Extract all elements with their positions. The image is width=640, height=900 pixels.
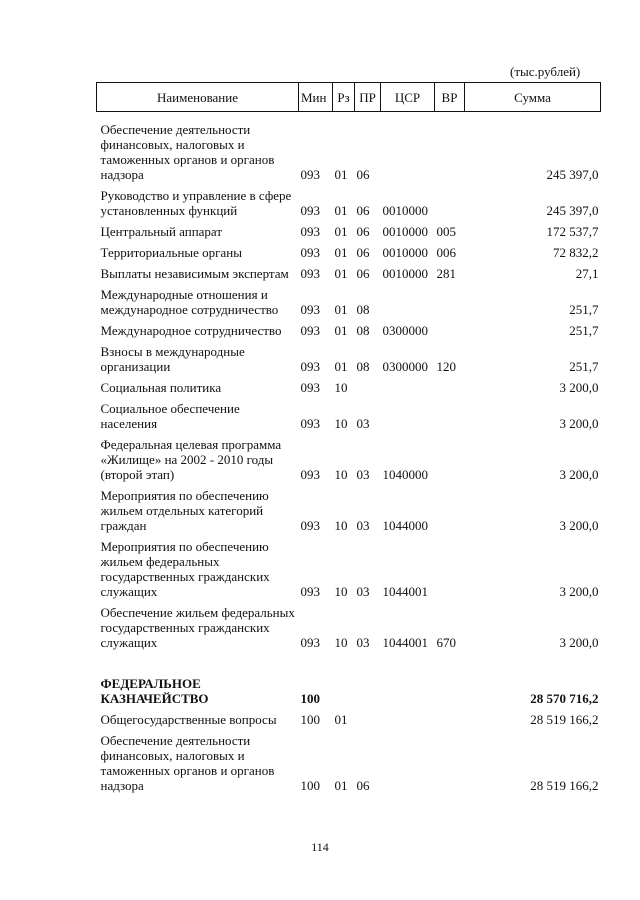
- row-sum: 3 200,0: [559, 467, 599, 482]
- row-rz: 01: [334, 224, 348, 239]
- row-min: 093: [300, 635, 320, 650]
- row-csr: 1044000: [382, 518, 428, 533]
- row-name: Мероприятия по обеспечению жильем отдельных категорий граждан: [100, 488, 269, 533]
- row-rz: 10: [334, 584, 348, 599]
- row-min: 093: [300, 224, 320, 239]
- row-min: 093: [300, 323, 320, 338]
- row-vr: [435, 706, 465, 727]
- table-row: [97, 374, 601, 395]
- row-vr: 120: [436, 359, 456, 374]
- row-vr: [435, 182, 465, 218]
- table-row: [97, 395, 601, 431]
- row-rz: 10: [334, 518, 348, 533]
- row-name: Социальное обеспечение населения: [100, 401, 240, 431]
- row-sum: 72 832,2: [553, 245, 599, 260]
- row-vr: [435, 533, 465, 599]
- row-pr: 03: [356, 467, 370, 482]
- header-csr: ЦСР: [381, 83, 435, 112]
- row-sum: 251,7: [569, 302, 599, 317]
- row-rz: 01: [334, 203, 348, 218]
- table-header-row: [97, 83, 601, 112]
- row-name: Федеральная целевая программа «Жилище» на 2002 - 2010 годы (второй этап): [100, 437, 282, 482]
- row-min: 093: [300, 518, 320, 533]
- header-min: Мин: [299, 83, 333, 112]
- row-pr: 03: [356, 518, 370, 533]
- section-title: ФЕДЕРАЛЬНОЕ КАЗНАЧЕЙСТВО: [100, 676, 209, 706]
- table-row: [97, 706, 601, 727]
- row-rz: 01: [334, 778, 348, 793]
- units-label: (тыс.рублей): [510, 64, 581, 79]
- row-min: 093: [300, 302, 320, 317]
- row-name: Социальная политика: [100, 380, 222, 395]
- row-min: 093: [300, 380, 320, 395]
- row-rz: 01: [334, 712, 348, 727]
- row-csr: 1040000: [382, 467, 428, 482]
- row-sum: 28 519 166,2: [530, 778, 599, 793]
- row-name: Территориальные органы: [100, 245, 242, 260]
- row-name: Международные отношения и международное сотрудничество: [100, 287, 279, 317]
- row-min: 093: [300, 467, 320, 482]
- row-vr: [435, 374, 465, 395]
- row-csr: [381, 374, 435, 395]
- header-pr: ПР: [355, 83, 381, 112]
- row-csr: 0010000: [382, 266, 428, 281]
- row-vr: [435, 281, 465, 317]
- row-sum: 3 200,0: [559, 416, 599, 431]
- row-pr: 06: [356, 266, 370, 281]
- table-row: [97, 599, 601, 650]
- row-vr: [435, 431, 465, 482]
- header-sum: Сумма: [465, 83, 601, 112]
- row-csr: 1044001: [382, 635, 428, 650]
- table-row: [97, 281, 601, 317]
- row-min: 093: [300, 203, 320, 218]
- row-csr: 0010000: [382, 203, 428, 218]
- row-name: Выплаты независимым экспертам: [100, 266, 289, 281]
- row-csr: [381, 281, 435, 317]
- row-csr: [381, 727, 435, 793]
- table-row: [97, 112, 601, 183]
- row-pr: 08: [356, 302, 370, 317]
- row-pr: 06: [356, 224, 370, 239]
- page-number: 114: [311, 840, 329, 854]
- row-rz: 10: [334, 635, 348, 650]
- row-min: 100: [300, 712, 320, 727]
- row-pr: 03: [356, 584, 370, 599]
- row-vr: 006: [436, 245, 456, 260]
- row-csr: [381, 112, 435, 183]
- row-rz: 01: [334, 323, 348, 338]
- row-csr: 0300000: [382, 323, 428, 338]
- section-spacer: [97, 650, 601, 670]
- row-rz: 10: [334, 380, 348, 395]
- row-rz: 01: [334, 359, 348, 374]
- row-csr: 1044001: [382, 584, 428, 599]
- row-sum: 172 537,7: [546, 224, 599, 239]
- row-vr: [435, 670, 465, 706]
- row-name: Обеспечение деятельности финансовых, налоговых и таможенных органов и органов надзора: [100, 122, 275, 182]
- row-csr: 0010000: [382, 245, 428, 260]
- row-csr: 0300000: [382, 359, 428, 374]
- row-name: Центральный аппарат: [100, 224, 223, 239]
- table-row: [97, 239, 601, 260]
- row-rz: 01: [334, 302, 348, 317]
- row-rz: 01: [334, 266, 348, 281]
- header-name: Наименование: [97, 83, 299, 112]
- row-sum: 3 200,0: [559, 584, 599, 599]
- row-sum: 28 570 716,2: [530, 691, 599, 706]
- row-vr: [435, 395, 465, 431]
- row-sum: 28 519 166,2: [530, 712, 599, 727]
- row-sum: 251,7: [569, 323, 599, 338]
- row-pr: 06: [356, 778, 370, 793]
- row-sum: 251,7: [569, 359, 599, 374]
- row-min: 093: [300, 266, 320, 281]
- row-min: 093: [300, 167, 320, 182]
- row-sum: 3 200,0: [559, 518, 599, 533]
- row-name: Международное сотрудничество: [100, 323, 282, 338]
- table-row: [97, 317, 601, 338]
- row-min: 093: [300, 584, 320, 599]
- row-name: Обеспечение жильем федеральных государственных гражданских служащих: [100, 605, 295, 650]
- table-row: [97, 727, 601, 793]
- row-sum: 245 397,0: [546, 203, 599, 218]
- row-rz: 01: [334, 167, 348, 182]
- row-csr: [381, 395, 435, 431]
- row-pr: 03: [356, 416, 370, 431]
- row-rz: 10: [334, 416, 348, 431]
- row-pr: [355, 374, 381, 395]
- row-vr: 005: [436, 224, 456, 239]
- row-rz: 10: [334, 467, 348, 482]
- row-vr: [435, 112, 465, 183]
- table-row: [97, 218, 601, 239]
- row-pr: 08: [356, 323, 370, 338]
- row-pr: [355, 706, 381, 727]
- row-min: 100: [300, 691, 320, 706]
- row-pr: 06: [356, 245, 370, 260]
- row-name: Обеспечение деятельности финансовых, налоговых и таможенных органов и органов надзора: [100, 733, 275, 793]
- row-name: Руководство и управление в сфере установленных функций: [100, 188, 292, 218]
- row-name: Взносы в международные организации: [100, 344, 245, 374]
- row-min: 100: [300, 778, 320, 793]
- row-csr: [381, 706, 435, 727]
- table-row: [97, 260, 601, 281]
- row-sum: 3 200,0: [559, 635, 599, 650]
- row-rz: 01: [334, 245, 348, 260]
- row-csr: [381, 670, 435, 706]
- row-pr: 06: [356, 167, 370, 182]
- table-row: [97, 533, 601, 599]
- row-min: 093: [300, 416, 320, 431]
- table-row: [97, 338, 601, 374]
- row-sum: 245 397,0: [546, 167, 599, 182]
- budget-table: [96, 82, 601, 793]
- row-sum: 3 200,0: [559, 380, 599, 395]
- row-min: 093: [300, 245, 320, 260]
- row-name: Общегосударственные вопросы: [100, 712, 277, 727]
- row-pr: 08: [356, 359, 370, 374]
- row-sum: 27,1: [575, 266, 599, 281]
- row-pr: [355, 670, 381, 706]
- table-row: [97, 431, 601, 482]
- row-vr: [435, 317, 465, 338]
- row-vr: [435, 727, 465, 793]
- table-row-section-header: [97, 670, 601, 706]
- row-min: 093: [300, 359, 320, 374]
- table-row: [97, 182, 601, 218]
- table-row: [97, 482, 601, 533]
- header-rz: Рз: [333, 83, 355, 112]
- row-vr: [435, 482, 465, 533]
- row-vr: 281: [436, 266, 456, 281]
- row-vr: 670: [436, 635, 456, 650]
- row-csr: 0010000: [382, 224, 428, 239]
- header-vr: ВР: [435, 83, 465, 112]
- row-pr: 03: [356, 635, 370, 650]
- row-name: Мероприятия по обеспечению жильем федеральных государственных гражданских служащих: [100, 539, 270, 599]
- row-pr: 06: [356, 203, 370, 218]
- row-rz: [333, 670, 355, 706]
